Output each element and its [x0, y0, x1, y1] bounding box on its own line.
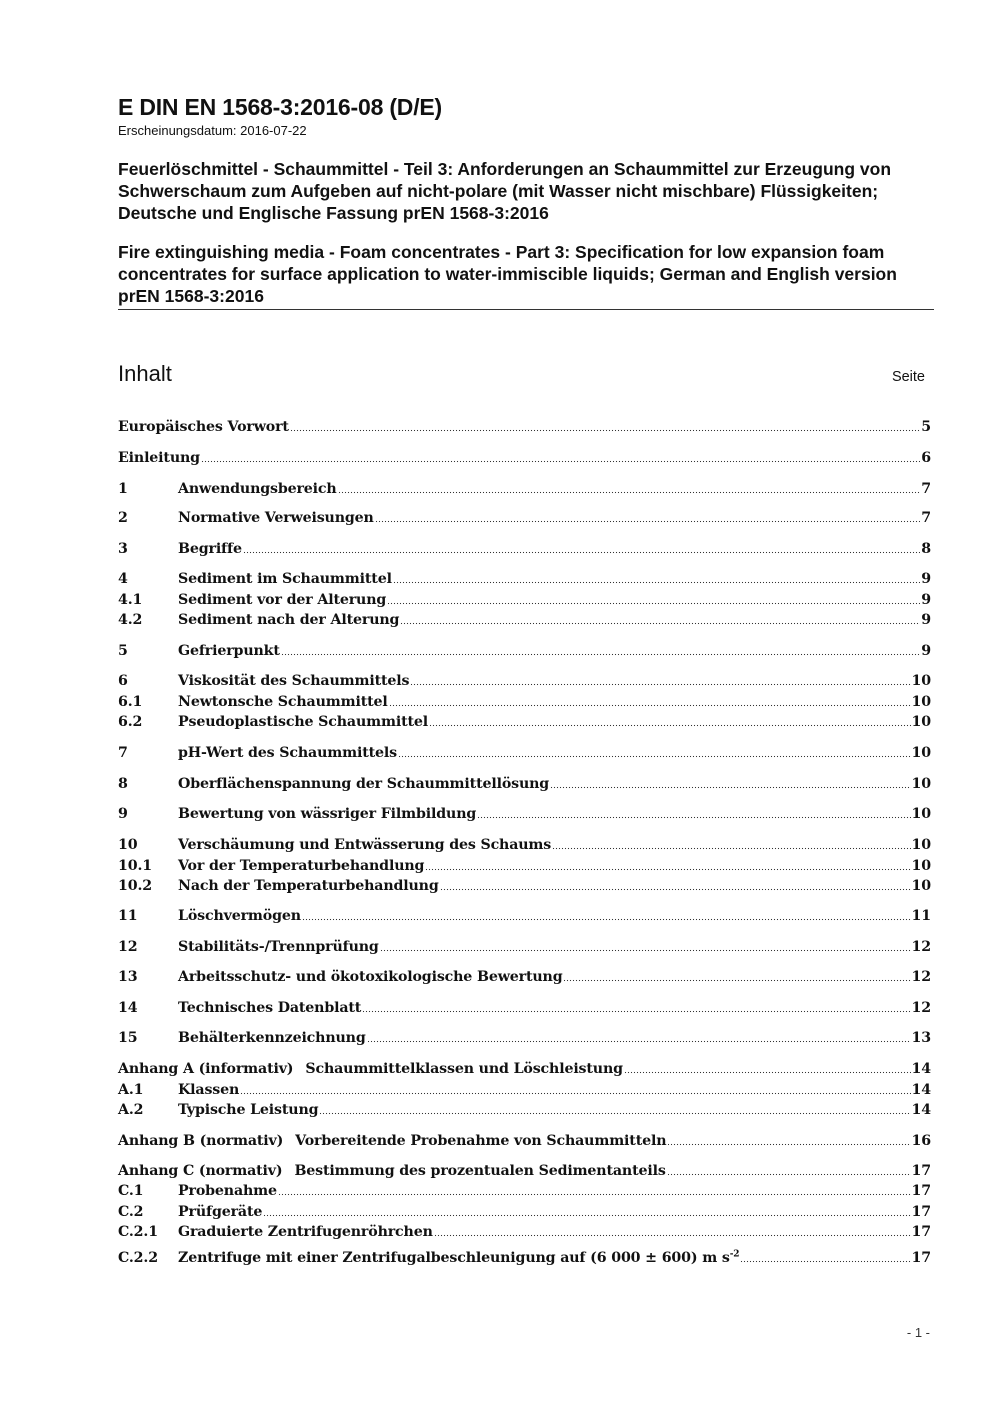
toc-entry-title: Sediment vor der Alterung	[178, 592, 387, 608]
toc-entry-page: 12	[911, 939, 931, 955]
toc-entry-title: Vor der Temperaturbehandlung	[178, 858, 425, 874]
publication-date: Erscheinungsdatum: 2016-07-22	[118, 123, 307, 138]
toc-entry-page: 7	[921, 510, 931, 526]
toc-entry-page: 9	[921, 612, 931, 628]
toc-dot-leader	[387, 602, 920, 605]
toc-entry[interactable]	[118, 692, 931, 712]
toc-entry-number: 14	[118, 1000, 138, 1016]
toc-entry[interactable]	[118, 1181, 931, 1201]
toc-entry[interactable]	[118, 671, 931, 691]
toc-entry-number: 10.2	[118, 878, 152, 894]
toc-entry[interactable]	[118, 539, 931, 559]
toc-entry-page: 10	[911, 694, 931, 710]
toc-entry[interactable]	[118, 967, 931, 987]
toc-dot-leader	[410, 683, 910, 686]
toc-entry-number: A.2	[118, 1102, 144, 1118]
toc-entry-page: 9	[921, 592, 931, 608]
toc-entry-title: Bestimmung des prozentualen Sedimentanteils	[294, 1163, 666, 1179]
toc-entry-title: Europäisches Vorwort	[118, 419, 289, 435]
toc-entry-superscript: -2	[729, 1249, 740, 1260]
toc-entry-page: 10	[911, 858, 931, 874]
toc-entry[interactable]	[118, 998, 931, 1018]
toc-entry-title: Normative Verweisungen	[178, 510, 374, 526]
toc-entry-title: Viskosität des Schaummittels	[178, 673, 410, 689]
toc-entry-number: 12	[118, 939, 138, 955]
toc-entry-number: 6	[118, 673, 128, 689]
page-number: - 1 -	[906, 1325, 930, 1340]
toc-entry-title: Behälterkennzeichnung	[178, 1030, 366, 1046]
toc-entry-title: Arbeitsschutz- und ökotoxikologische Bewertung	[178, 969, 563, 985]
toc-entry[interactable]	[118, 569, 931, 589]
toc-entry[interactable]	[118, 1100, 931, 1120]
toc-entry-page: 12	[911, 1000, 931, 1016]
toc-dot-leader	[440, 888, 911, 891]
toc-entry-title: Vorbereitende Probenahme von Schaummitteln	[295, 1133, 667, 1149]
toc-entry-number: C.2	[118, 1204, 144, 1220]
toc-entry-page: 5	[921, 419, 931, 435]
toc-entry-number: 4	[118, 571, 128, 587]
toc-entry-number: 15	[118, 1030, 138, 1046]
toc-entry-title: Graduierte Zentrifugenröhrchen	[178, 1224, 433, 1240]
toc-entry[interactable]	[118, 1202, 931, 1222]
toc-entry-title: Begriffe	[178, 541, 242, 557]
toc-entry-title: Löschvermögen	[178, 908, 301, 924]
toc-entry[interactable]	[118, 712, 931, 732]
toc-entry-page: 10	[911, 806, 931, 822]
toc-entry-title: Gefrierpunkt	[178, 643, 280, 659]
toc-entry[interactable]	[118, 906, 931, 926]
toc-entry[interactable]	[118, 804, 931, 824]
toc-entry-page: 17	[911, 1163, 931, 1179]
toc-entry-number: 2	[118, 510, 128, 526]
toc-entry[interactable]	[118, 937, 931, 957]
toc-entry-number: Anhang B (normativ)	[118, 1133, 284, 1149]
toc-entry-page: 11	[911, 908, 931, 924]
toc-entry-title: Einleitung	[118, 450, 200, 466]
toc-entry[interactable]	[118, 1161, 931, 1181]
toc-entry-number: 10	[118, 837, 138, 853]
toc-dot-leader	[243, 551, 920, 554]
toc-entry-title: Anwendungsbereich	[178, 481, 337, 497]
toc-entry-title: Verschäumung und Entwässerung des Schaums	[178, 837, 552, 853]
toc-entry-page: 16	[911, 1133, 931, 1149]
toc-entry-number: 8	[118, 776, 128, 792]
toc-entry-number: 1	[118, 481, 128, 497]
toc-dot-leader	[398, 755, 911, 758]
toc-entry[interactable]	[118, 1222, 931, 1242]
toc-entry[interactable]	[118, 856, 931, 876]
toc-entry[interactable]	[118, 417, 931, 437]
toc-entry-title: Probenahme	[178, 1183, 277, 1199]
toc-dot-leader	[389, 704, 911, 707]
toc-dot-leader	[667, 1143, 910, 1146]
toc-page-column-label: Seite	[891, 369, 925, 385]
toc-entry-title: Prüfgeräte	[178, 1204, 263, 1220]
title-german: Feuerlöschmittel - Schaummittel - Teil 3: Anforderungen an Schaummittel zur Erzeugung von Schwerschaum zum Aufgeben auf nicht-polare (mit Wasser nicht mischbare) Flüssigkeiten; Deutsche und Englische Fassung prEN 1568-3:2016	[118, 159, 892, 223]
toc-entry[interactable]	[118, 641, 931, 661]
toc-entry-page: 14	[911, 1061, 931, 1077]
toc-dot-leader	[362, 1010, 910, 1013]
document-id: E DIN EN 1568-3:2016-08 (D/E)	[118, 94, 443, 120]
toc-entry[interactable]	[118, 1028, 931, 1048]
toc-entry-page: 14	[911, 1082, 931, 1098]
toc-dot-leader	[338, 491, 921, 494]
title-english: Fire extinguishing media - Foam concentrates - Part 3: Specification for low expansion foam concentrates for surface application to water-immiscible liquids; German and English version prEN 1568-3:2016	[118, 241, 934, 310]
toc-entry-number: 3	[118, 541, 128, 557]
toc-entry-number: 6.2	[118, 714, 143, 730]
document-header	[118, 94, 934, 310]
toc-entry-page: 17	[911, 1224, 931, 1240]
toc-entry-number: C.2.2	[118, 1250, 158, 1266]
toc-dot-leader	[425, 868, 910, 871]
toc-dot-leader	[740, 1260, 910, 1263]
toc-dot-leader	[667, 1173, 911, 1176]
toc-entry[interactable]	[118, 774, 931, 794]
toc-entry-title: Technisches Datenblatt	[178, 1000, 362, 1016]
toc-entry[interactable]	[118, 590, 931, 610]
toc-entry-page: 12	[911, 969, 931, 985]
toc-dot-leader	[434, 1234, 911, 1237]
toc-entry[interactable]	[118, 1131, 931, 1151]
toc-entry-number: 6.1	[118, 694, 143, 710]
toc-dot-leader	[393, 581, 920, 584]
toc-entry-number: 4.2	[118, 612, 143, 628]
toc-dot-leader	[367, 1040, 911, 1043]
toc-entry-page: 17	[911, 1204, 931, 1220]
toc-entry[interactable]	[118, 479, 931, 499]
toc-entry-number: 13	[118, 969, 138, 985]
toc-entry-number: C.1	[118, 1183, 144, 1199]
toc-entry[interactable]	[118, 1248, 931, 1268]
toc-dot-leader	[380, 949, 911, 952]
toc-entry-page: 10	[911, 745, 931, 761]
toc-entry-title: pH-Wert des Schaummittels	[178, 745, 397, 761]
toc-entry-title: Sediment nach der Alterung	[178, 612, 400, 628]
toc-entry[interactable]	[118, 1080, 931, 1100]
toc-dot-leader	[477, 816, 910, 819]
toc-entry-page: 10	[911, 673, 931, 689]
toc-entry-title: Schaummittelklassen und Löschleistung	[305, 1061, 623, 1077]
toc-entry-page: 10	[911, 878, 931, 894]
toc-entry-number: 5	[118, 643, 128, 659]
toc-entry-page: 9	[921, 643, 931, 659]
toc-entry-number: Anhang C (normativ)	[118, 1163, 283, 1179]
toc-entry[interactable]	[118, 448, 931, 468]
toc-entry-page: 17	[911, 1183, 931, 1199]
toc-dot-leader	[281, 653, 921, 656]
toc-dot-leader	[319, 1112, 910, 1115]
toc-entry-number: C.2.1	[118, 1224, 158, 1240]
toc-entry[interactable]	[118, 508, 931, 528]
toc-entry-title: Newtonsche Schaummittel	[178, 694, 388, 710]
toc-entry-number: 4.1	[118, 592, 143, 608]
toc-entry-number: 7	[118, 745, 128, 761]
toc-entry-page: 6	[921, 450, 931, 466]
toc-entry[interactable]	[118, 743, 931, 763]
toc-entry-number: 11	[118, 908, 138, 924]
toc-dot-leader	[429, 724, 911, 727]
toc-dot-leader	[263, 1214, 910, 1217]
toc-entry-title: Klassen	[178, 1082, 240, 1098]
toc-entry-page: 8	[921, 541, 931, 557]
toc-entry-number: Anhang A (informativ)	[118, 1061, 294, 1077]
toc-entry-page: 10	[911, 776, 931, 792]
toc-entry-title: Pseudoplastische Schaummittel	[178, 714, 429, 730]
toc-entry[interactable]	[118, 610, 931, 630]
toc-heading: Inhalt	[118, 361, 172, 386]
toc-dot-leader	[290, 429, 920, 432]
toc-dot-leader	[624, 1071, 911, 1074]
toc-entry[interactable]	[118, 876, 931, 896]
toc-entry-page: 13	[911, 1030, 931, 1046]
toc-entry-number: 10.1	[118, 858, 152, 874]
toc-entry-title: Zentrifuge mit einer Zentrifugalbeschleunigung auf (6 000 ± 600) m $s^{-2}$	[178, 1249, 740, 1266]
toc-entry-title: Typische Leistung	[178, 1102, 319, 1118]
toc-entry-title: Oberflächenspannung der Schaummittellösung	[178, 776, 550, 792]
toc-entry-title: Nach der Temperaturbehandlung	[178, 878, 439, 894]
toc-entry-title: Stabilitäts-/Trennprüfung	[178, 939, 379, 955]
toc-dot-leader	[563, 979, 910, 982]
toc-entry-number: A.1	[118, 1082, 144, 1098]
toc-dot-leader	[550, 786, 910, 789]
toc-dot-leader	[240, 1092, 910, 1095]
toc-entry-title: Sediment im Schaummittel	[178, 571, 392, 587]
toc-dot-leader	[201, 460, 920, 463]
toc-entry-page: 7	[921, 481, 931, 497]
toc-dot-leader	[375, 520, 921, 523]
toc-entry-page: 14	[911, 1102, 931, 1118]
toc-entry-number: 9	[118, 806, 128, 822]
toc-entry-page: 10	[911, 714, 931, 730]
toc-entry[interactable]	[118, 1059, 931, 1079]
toc-entry-page: 10	[911, 837, 931, 853]
toc-dot-leader	[278, 1193, 911, 1196]
toc-entry-title: Bewertung von wässriger Filmbildung	[178, 806, 477, 822]
toc-dot-leader	[400, 622, 920, 625]
toc-dot-leader	[302, 918, 911, 921]
toc-entry-page: 17	[911, 1250, 931, 1266]
toc-entry[interactable]	[118, 835, 931, 855]
toc-dot-leader	[552, 847, 910, 850]
toc-entry-page: 9	[921, 571, 931, 587]
